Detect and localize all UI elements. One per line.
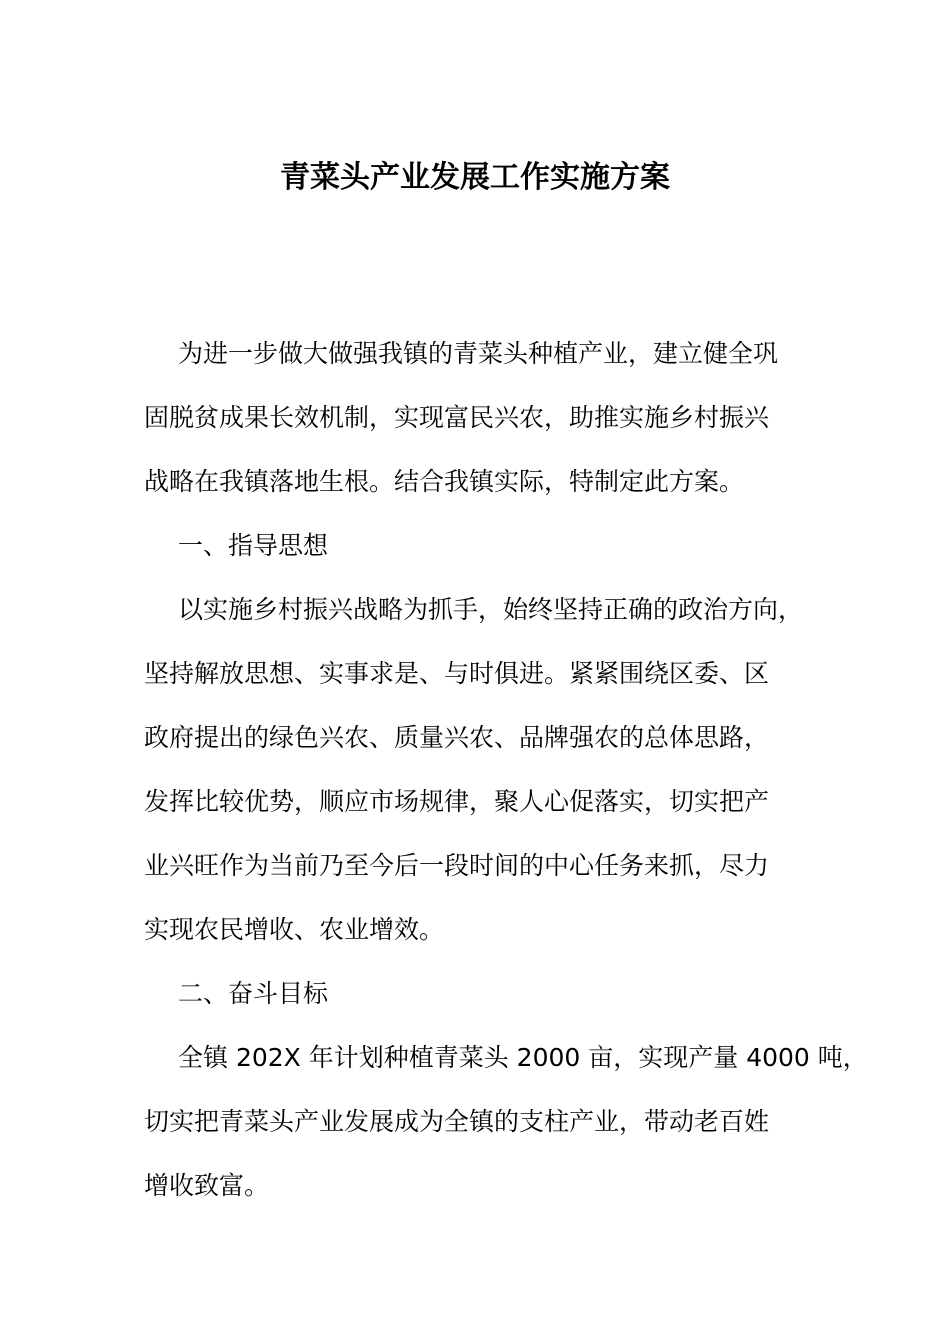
- paragraph-guiding-line-3: 政府提出的绿色兴农、质量兴农、品牌强农的总体思路，: [144, 723, 770, 752]
- paragraph-guiding-line-5: 业兴旺作为当前乃至今后一段时间的中心任务来抓，尽力: [144, 851, 770, 880]
- paragraph-guiding-line-1: 以实施乡村振兴战略为抓手，始终坚持正确的政治方向，: [178, 595, 804, 624]
- section-heading-guiding-ideology: 一、指导思想: [178, 531, 329, 560]
- paragraph-guiding-line-2: 坚持解放思想、实事求是、与时俱进。紧紧围绕区委、区: [144, 659, 770, 688]
- document-title: 青菜头产业发展工作实施方案: [280, 160, 670, 195]
- document-body: [144, 322, 868, 1218]
- paragraph-intro-line-1: 为进一步做大做强我镇的青菜头种植产业，建立健全巩: [178, 339, 779, 368]
- section-heading-goals: 二、奋斗目标: [178, 979, 329, 1008]
- paragraph-intro-line-3: 战略在我镇落地生根。结合我镇实际，特制定此方案。: [144, 467, 745, 496]
- paragraph-goals-line-2: 切实把青菜头产业发展成为全镇的支柱产业，带动老百姓: [144, 1107, 770, 1136]
- paragraph-guiding-line-4: 发挥比较优势，顺应市场规律，聚人心促落实，切实把产: [144, 787, 770, 816]
- paragraph-goals-line-1: 全镇 202X 年计划种植青菜头 2000 亩，实现产量 4000 吨，: [178, 1043, 868, 1072]
- paragraph-guiding-line-6: 实现农民增收、农业增效。: [144, 915, 445, 944]
- paragraph-intro-line-2: 固脱贫成果长效机制，实现富民兴农，助推实施乡村振兴: [144, 403, 770, 432]
- paragraph-goals-line-3: 增收致富。: [144, 1171, 270, 1200]
